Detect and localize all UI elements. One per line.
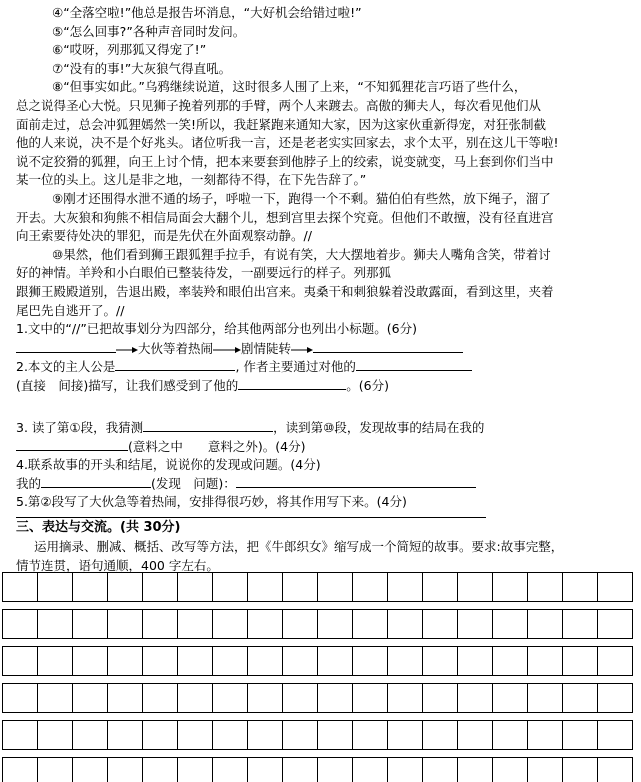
grid-cell[interactable]: [423, 721, 458, 750]
grid-row: [3, 573, 633, 602]
question-text: (直接 间接)描写，让我们感受到了他的: [16, 378, 238, 393]
question-text: 2.本文的主人公是: [16, 359, 115, 374]
grid-cell[interactable]: [248, 721, 283, 750]
grid-row-gap: [3, 639, 633, 647]
grid-cell[interactable]: [108, 758, 143, 782]
passage-line: 他的人来说，决不是个好兆头。诸位听我一言，还是老老实实回家去，求个太平，别在这儿干等啦!: [16, 134, 626, 153]
grid-cell[interactable]: [458, 758, 493, 782]
grid-cell[interactable]: [388, 721, 423, 750]
passage-line: 总之说得圣心大悦。只见狮子挽着列那的手臂，两个人来踱去。高傲的狮夫人，每次看见他们从: [16, 97, 626, 116]
grid-row-gap: [3, 676, 633, 684]
outline-heading-3: 剧情陡转: [241, 341, 291, 356]
grid-cell[interactable]: [108, 610, 143, 639]
passage-line: ⑧“但事实如此。”乌鸦继续说道，这时很多人围了上来，“不知狐狸花言巧语了些什么，: [16, 78, 626, 97]
grid-cell[interactable]: [598, 758, 633, 782]
passage-line: ⑨刚才还围得水泄不通的场子，呼啦一下，跑得一个不剩。猫伯伯有些然，放下绳子，溜了: [16, 190, 626, 209]
grid-cell[interactable]: [248, 684, 283, 713]
question-text: 3. 读了第①段，我猜测: [16, 420, 143, 435]
grid-cell[interactable]: [73, 721, 108, 750]
arrow-icon: [213, 343, 241, 355]
grid-cell[interactable]: [318, 610, 353, 639]
grid-cell[interactable]: [493, 721, 528, 750]
grid-cell[interactable]: [73, 647, 108, 676]
grid-cell[interactable]: [38, 758, 73, 782]
grid-cell[interactable]: [563, 610, 598, 639]
grid-cell[interactable]: [528, 758, 563, 782]
question-text: , 作者主要通过对他的: [235, 359, 355, 374]
grid-cell[interactable]: [283, 684, 318, 713]
section-3-heading: 三、表达与交流。(共 30分): [16, 518, 626, 538]
grid-cell[interactable]: [178, 647, 213, 676]
grid-cell[interactable]: [38, 647, 73, 676]
grid-cell[interactable]: [528, 684, 563, 713]
grid-cell[interactable]: [213, 610, 248, 639]
grid-cell[interactable]: [458, 573, 493, 602]
grid-cell[interactable]: [283, 573, 318, 602]
grid-cell[interactable]: [353, 610, 388, 639]
grid-cell[interactable]: [213, 573, 248, 602]
grid-cell[interactable]: [108, 573, 143, 602]
question-1: 1.文中的“//”已把故事划分为四部分，给其他两部分也列出小标题。(6分): [16, 320, 626, 339]
passage-line: ⑦“没有的事!”大灰狼气得直吼。: [16, 60, 626, 79]
answer-blank[interactable]: [115, 357, 235, 371]
grid-gap-cell: [3, 676, 633, 684]
passage-line: ⑥“哎呀，列那狐又得宠了!”: [16, 41, 626, 60]
grid-cell[interactable]: [178, 758, 213, 782]
grid-cell[interactable]: [458, 647, 493, 676]
answer-blank[interactable]: [16, 437, 128, 451]
grid-cell[interactable]: [353, 684, 388, 713]
passage-line: 向王索要待处决的罪犯，而是先伏在外面观察动静。//: [16, 227, 626, 246]
grid-cell[interactable]: [38, 573, 73, 602]
grid-cell[interactable]: [38, 610, 73, 639]
answer-blank[interactable]: [16, 339, 116, 353]
grid-cell[interactable]: [143, 758, 178, 782]
grid-cell[interactable]: [318, 758, 353, 782]
grid-cell[interactable]: [423, 573, 458, 602]
passage-line: 面前走过，总会冲狐狸嫣然一笑!所以，我赶紧跑来通知大家，因为这家伙重新得宠，对狂张制截: [16, 116, 626, 135]
question-text: ，读到第⑩段，发现故事的结局在我的: [273, 420, 484, 435]
grid-cell[interactable]: [563, 647, 598, 676]
grid-cell[interactable]: [73, 610, 108, 639]
question-2: [16, 357, 626, 376]
grid-cell[interactable]: [283, 758, 318, 782]
grid-cell[interactable]: [493, 758, 528, 782]
grid-row-gap: [3, 602, 633, 610]
passage-line: 某一位的头上。这儿是非之地，一刻都待不得，在下先告辞了。”: [16, 171, 626, 190]
arrow-icon: [291, 343, 313, 355]
grid-row: [3, 610, 633, 639]
grid-cell[interactable]: [598, 647, 633, 676]
writing-grid-table[interactable]: [2, 572, 633, 782]
grid-cell[interactable]: [3, 758, 38, 782]
grid-cell[interactable]: [353, 647, 388, 676]
question-1-outline: [16, 339, 626, 358]
passage-line: ⑩果然，他们看到狮王跟狐狸手拉手，有说有笑，大大摆地着步。狮夫人嘴角含笑，带着讨: [16, 246, 626, 265]
answer-blank[interactable]: [236, 474, 476, 488]
grid-cell[interactable]: [528, 721, 563, 750]
grid-cell[interactable]: [528, 610, 563, 639]
grid-row-gap: [3, 713, 633, 721]
grid-row: [3, 758, 633, 782]
answer-blank[interactable]: [143, 418, 273, 432]
grid-cell[interactable]: [178, 610, 213, 639]
passage-line: 开去。大灰狼和狗熊不相信局面会大翻个儿，想到宫里去探个究竟。但他们不敢擅，没有径直进宫: [16, 209, 626, 228]
question-2-cont: [16, 376, 626, 395]
passage-line: 好的神情。羊羚和小白眼伯已整装待发，一副要远行的样子。列那狐: [16, 264, 626, 283]
grid-cell[interactable]: [38, 721, 73, 750]
section-3-instruction: 运用摘录、删减、概括、改写等方法，把《牛郎织女》缩写成一个简短的故事。要求:故事完整，: [16, 538, 626, 557]
question-3-cont: [16, 437, 626, 456]
grid-cell[interactable]: [3, 647, 38, 676]
question-4-cont: [16, 474, 626, 493]
composition-grid[interactable]: [2, 572, 633, 782]
grid-cell[interactable]: [458, 721, 493, 750]
grid-cell[interactable]: [388, 610, 423, 639]
grid-gap-cell: [3, 713, 633, 721]
grid-cell[interactable]: [178, 684, 213, 713]
grid-cell[interactable]: [3, 684, 38, 713]
grid-cell[interactable]: [213, 721, 248, 750]
grid-cell[interactable]: [563, 758, 598, 782]
grid-cell[interactable]: [388, 684, 423, 713]
grid-cell[interactable]: [423, 610, 458, 639]
grid-cell[interactable]: [73, 573, 108, 602]
grid-cell[interactable]: [598, 721, 633, 750]
grid-cell[interactable]: [283, 721, 318, 750]
grid-row: [3, 684, 633, 713]
grid-cell[interactable]: [283, 610, 318, 639]
grid-cell[interactable]: [73, 684, 108, 713]
grid-cell[interactable]: [528, 573, 563, 602]
grid-cell[interactable]: [108, 684, 143, 713]
grid-cell[interactable]: [248, 647, 283, 676]
grid-gap-cell: [3, 602, 633, 610]
passage-line: 跟狮王殿殿道别，告退出殿，率装羚和眼伯出宫来。夷桑干和刺狼躲着没敢露面，看到这里，夹着: [16, 283, 626, 302]
grid-cell[interactable]: [213, 684, 248, 713]
grid-cell[interactable]: [598, 573, 633, 602]
grid-cell[interactable]: [213, 647, 248, 676]
grid-cell[interactable]: [178, 721, 213, 750]
grid-cell[interactable]: [213, 758, 248, 782]
answer-blank[interactable]: [313, 339, 463, 353]
worksheet-page: [16, 4, 626, 576]
grid-cell[interactable]: [3, 610, 38, 639]
question-text: 我的: [16, 476, 41, 491]
outline-heading-2: 大伙等着热闹: [138, 341, 213, 356]
grid-cell[interactable]: [493, 610, 528, 639]
grid-cell[interactable]: [318, 573, 353, 602]
grid-cell[interactable]: [458, 610, 493, 639]
grid-gap-cell: [3, 750, 633, 758]
question-text: (意料之中 意料之外)。(4分): [128, 439, 305, 454]
question-5: 5.第②段写了大伙急等着热闹，安排得很巧妙，将其作用写下来。(4分): [16, 493, 626, 512]
grid-cell[interactable]: [423, 758, 458, 782]
grid-cell[interactable]: [563, 721, 598, 750]
grid-cell[interactable]: [458, 684, 493, 713]
question-3: [16, 418, 626, 437]
grid-cell[interactable]: [143, 684, 178, 713]
grid-cell[interactable]: [563, 573, 598, 602]
grid-cell[interactable]: [248, 610, 283, 639]
passage-line: 尾巴先自逃开了。//: [16, 302, 626, 321]
passage-line: 说不定狡猾的狐狸，向王上讨个情，把本来要套到他脖子上的绞索，说变就变，马上套到你们当中: [16, 153, 626, 172]
grid-cell[interactable]: [423, 684, 458, 713]
answer-blank[interactable]: [238, 376, 346, 390]
passage-line: ④“全落空啦!”他总是报告坏消息，“大好机会给错过啦!”: [16, 4, 626, 23]
grid-row-gap: [3, 750, 633, 758]
grid-cell[interactable]: [38, 684, 73, 713]
grid-cell[interactable]: [528, 647, 563, 676]
grid-cell[interactable]: [353, 573, 388, 602]
grid-cell[interactable]: [598, 610, 633, 639]
grid-cell[interactable]: [493, 647, 528, 676]
grid-cell[interactable]: [143, 573, 178, 602]
grid-cell[interactable]: [283, 647, 318, 676]
grid-cell[interactable]: [143, 721, 178, 750]
grid-row: [3, 647, 633, 676]
grid-cell[interactable]: [353, 758, 388, 782]
answer-blank[interactable]: [41, 474, 151, 488]
grid-cell[interactable]: [423, 647, 458, 676]
grid-cell[interactable]: [493, 573, 528, 602]
grid-cell[interactable]: [563, 684, 598, 713]
grid-cell[interactable]: [108, 647, 143, 676]
grid-cell[interactable]: [248, 573, 283, 602]
section-3-instruction: 情节连贯，语句通顺，400 字左右。: [16, 557, 626, 576]
grid-cell[interactable]: [143, 610, 178, 639]
grid-cell[interactable]: [3, 721, 38, 750]
passage-line: ⑤“怎么回事?”各种声音同时发问。: [16, 23, 626, 42]
grid-cell[interactable]: [3, 573, 38, 602]
grid-cell[interactable]: [388, 573, 423, 602]
grid-row: [3, 721, 633, 750]
answer-line[interactable]: [16, 511, 486, 518]
grid-cell[interactable]: [353, 721, 388, 750]
question-4: 4.联系故事的开头和结尾，说说你的发现或问题。(4分): [16, 456, 626, 475]
grid-cell[interactable]: [143, 647, 178, 676]
arrow-icon: [116, 343, 138, 355]
grid-cell[interactable]: [493, 684, 528, 713]
grid-cell[interactable]: [318, 721, 353, 750]
grid-gap-cell: [3, 639, 633, 647]
grid-cell[interactable]: [598, 684, 633, 713]
grid-cell[interactable]: [178, 573, 213, 602]
grid-cell[interactable]: [318, 684, 353, 713]
question-text: 。(6分): [346, 378, 389, 393]
grid-cell[interactable]: [388, 758, 423, 782]
grid-cell[interactable]: [248, 758, 283, 782]
grid-cell[interactable]: [318, 647, 353, 676]
question-text: (发现 问题)：: [151, 476, 236, 491]
grid-cell[interactable]: [388, 647, 423, 676]
answer-blank[interactable]: [356, 357, 472, 371]
grid-cell[interactable]: [73, 758, 108, 782]
grid-cell[interactable]: [108, 721, 143, 750]
